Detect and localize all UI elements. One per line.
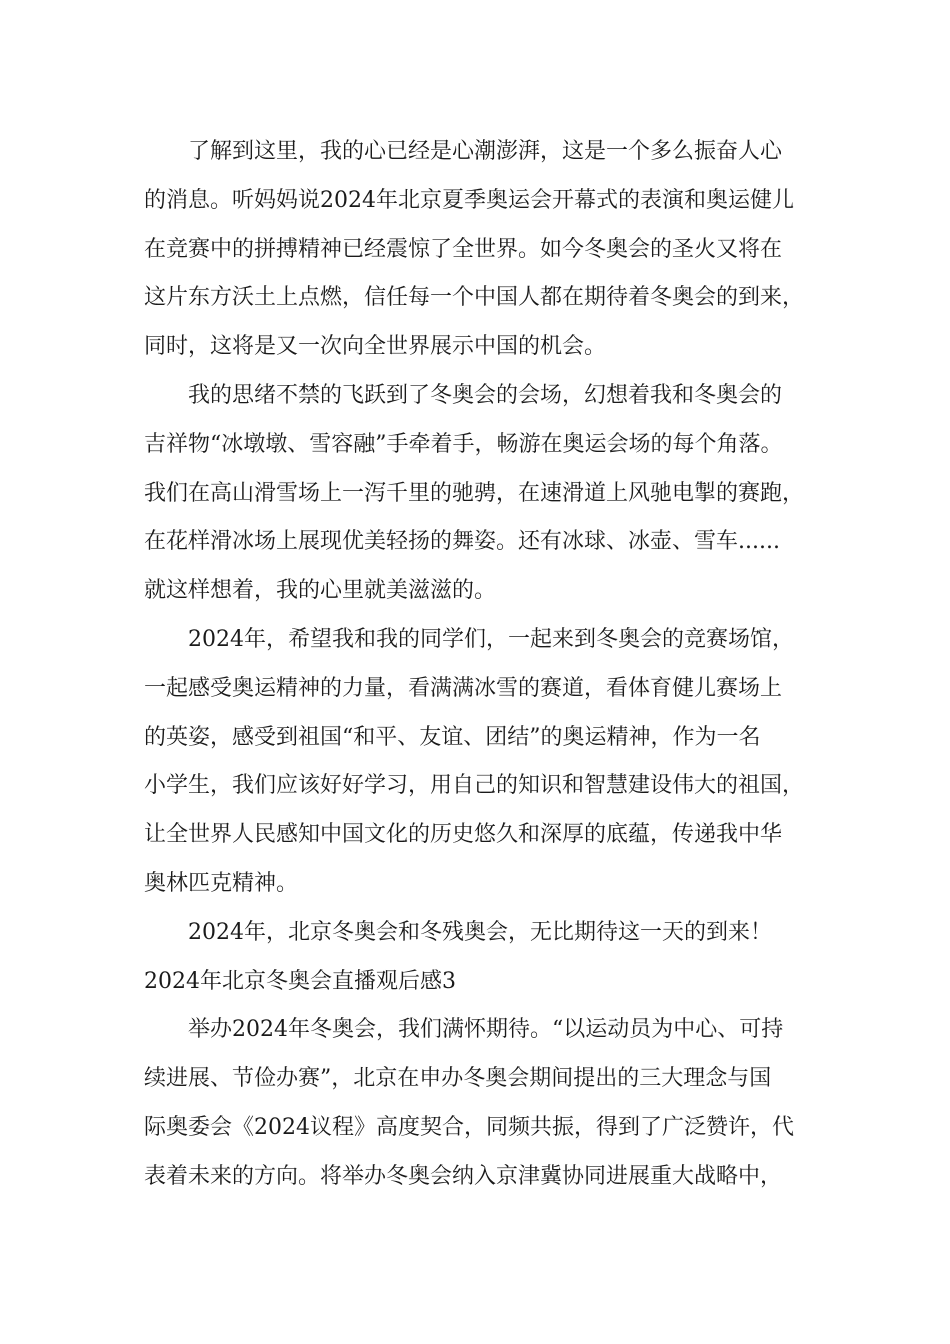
text-line: 同时，这将是又一次向全世界展示中国的机会。 <box>144 334 607 360</box>
text-line: 一起感受奥运精神的力量，看满满冰雪的赛道，看体育健儿赛场上 <box>144 675 783 701</box>
text-line: 在竞赛中的拼搏精神已经震惊了全世界。如今冬奥会的圣火又将在 <box>144 236 783 262</box>
text-line: 奥林匹克精神。 <box>144 870 299 896</box>
text-line: 让全世界人民感知中国文化的历史悠久和深厚的底蕴，传递我中华 <box>144 822 783 848</box>
document-body <box>144 128 824 1202</box>
text-line: 续进展、节俭办赛”，北京在申办冬奥会期间提出的三大理念与国 <box>144 1066 772 1092</box>
text-line: 我的思绪不禁的飞跃到了冬奥会的会场，幻想着我和冬奥会的 <box>188 382 783 408</box>
text-line: 的英姿，感受到祖国“和平、友谊、团结”的奥运精神，作为一名 <box>144 724 761 750</box>
text-line: 的消息。听妈妈说2024年北京夏季奥运会开幕式的表演和奥运健儿 <box>144 187 794 213</box>
text-line: 2024年，北京冬奥会和冬残奥会，无比期待这一天的到来！ <box>188 919 772 945</box>
text-line: 在花样滑冰场上展现优美轻扬的舞姿。还有冰球、冰壶、雪车...... <box>144 529 780 555</box>
section-heading: 2024年北京冬奥会直播观后感3 <box>144 968 456 994</box>
text-line: 际奥委会《2024议程》高度契合，同频共振，得到了广泛赞许，代 <box>144 1114 794 1140</box>
text-line: 了解到这里，我的心已经是心潮澎湃，这是一个多么振奋人心 <box>188 139 783 164</box>
text-line: 就这样想着，我的心里就美滋滋的。 <box>144 578 497 604</box>
text-line: 这片东方沃土上点燃，信任每一个中国人都在期待着冬奥会的到来， <box>144 285 805 311</box>
text-line: 我们在高山滑雪场上一泻千里的驰骋，在速滑道上风驰电掣的赛跑， <box>144 480 805 506</box>
text-line: 小学生，我们应该好好学习，用自己的知识和智慧建设伟大的祖国， <box>144 773 805 799</box>
text-line: 2024年，希望我和我的同学们，一起来到冬奥会的竞赛场馆， <box>188 626 794 652</box>
text-line: 表着未来的方向。将举办冬奥会纳入京津冀协同进展重大战略中， <box>144 1163 783 1189</box>
text-line: 举办2024年冬奥会，我们满怀期待。“以运动员为中心、可持 <box>188 1017 784 1043</box>
text-line: 吉祥物“冰墩墩、雪容融”手牵着手，畅游在奥运会场的每个角落。 <box>144 431 783 457</box>
